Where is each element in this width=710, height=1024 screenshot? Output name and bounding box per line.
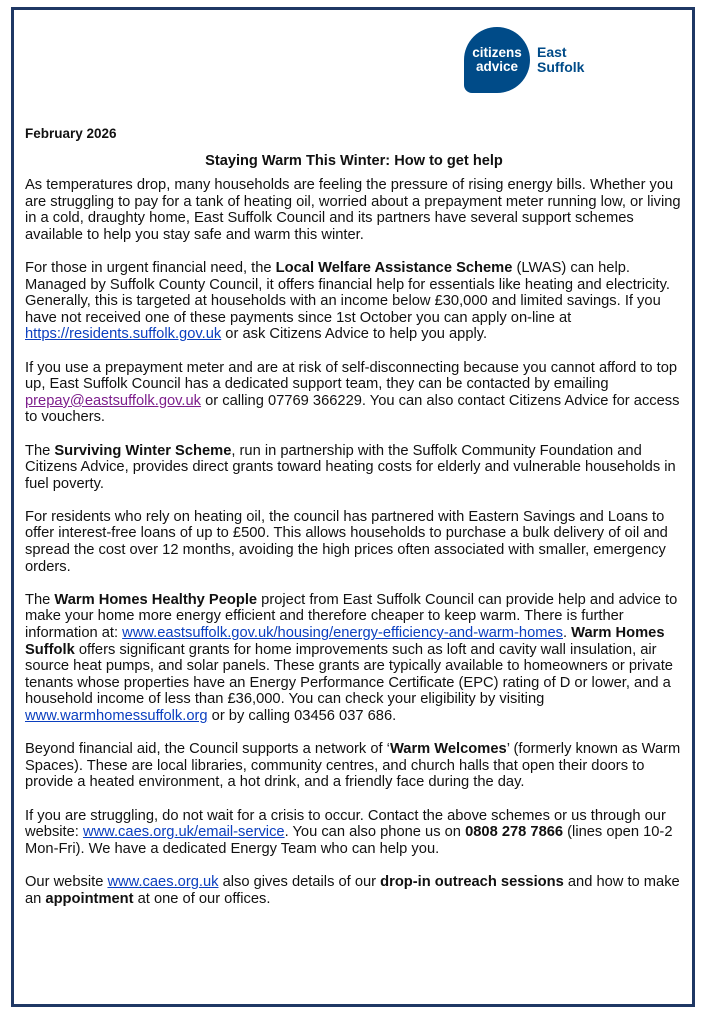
project-name: Warm Homes Healthy People	[54, 591, 258, 608]
text: Our website	[25, 873, 108, 890]
text: (LWAS) can help. Managed by Suffolk County Council, it offers financial help for essentials like heating and electricity. Generally, this is targeted at households with an income below £30,000 and limited savings. If you have not received one of these payments since 1st October you can apply on-line at	[25, 259, 670, 326]
citizens-advice-logo	[464, 27, 584, 93]
paragraph-warm-welcomes	[25, 741, 689, 791]
document-title: Staying Warm This Winter: How to get help	[205, 153, 503, 169]
text: The	[25, 591, 55, 608]
text: or by calling 03456 037 686.	[207, 708, 397, 724]
prepay-email-link[interactable]: prepay@eastsuffolk.gov.uk	[25, 392, 202, 409]
document-body	[25, 177, 689, 924]
text: Beyond financial aid, the Council supports a network of ‘	[25, 741, 390, 758]
text: offers significant grants for home improvements such as loft and cavity wall insulation, air source heat pumps, and solar panels. These grants are typically available to homeowners or private tenants whose properties have an Energy Performance Certificate (EPC) rating of D or lower, and a household income of less than £36,000. You can check your eligibility by visiting	[25, 641, 673, 708]
text: at one of our offices.	[133, 890, 271, 907]
paragraph-intro: As temperatures drop, many households are feeling the pressure of rising energy bills. Whether you are struggling to pay for a tank of heating oil, worried about a prepayment meter running low, or living in a cold, draughty home, East Suffolk Council and its partners have several support schemes available to help you stay safe and warm this winter.	[25, 177, 681, 243]
appointment: appointment	[45, 890, 134, 907]
scheme-name: Surviving Winter Scheme	[54, 442, 232, 459]
eastsuffolk-energy-link[interactable]: www.eastsuffolk.gov.uk/housing/energy-efficiency-and-warm-homes	[122, 625, 563, 642]
text: or calling 07769 366229. You can also contact Citizens Advice for access to vouchers.	[25, 392, 680, 426]
logo-region	[537, 45, 584, 75]
lwas-name: Local Welfare Assistance Scheme	[275, 259, 513, 276]
email-service-link[interactable]: www.caes.org.uk/email-service	[82, 824, 285, 841]
text: and how to make an	[25, 873, 680, 907]
warmhomessuffolk-link[interactable]: www.warmhomessuffolk.org	[25, 708, 208, 724]
text: . You can also phone us on	[284, 824, 466, 841]
warm-homes-suffolk-name: Warm Homes Suffolk	[25, 625, 665, 658]
logo-line-suffolk: Suffolk	[537, 59, 585, 75]
text: ’ (formerly known as Warm Spaces). These are local libraries, community centres, and church halls that open their doors to provide a heated environment, a hot drink, and a friendly face during the day.	[25, 741, 681, 791]
paragraph-contact	[25, 808, 689, 858]
text: or ask Citizens Advice to help you apply.	[221, 326, 488, 343]
paragraph-surviving-winter	[25, 443, 689, 493]
text: .	[563, 625, 572, 642]
warm-welcomes-name: Warm Welcomes	[389, 741, 507, 758]
text: If you are struggling, do not wait for a crisis to occur. Contact the above schemes or us through our website:	[25, 807, 666, 841]
document-date: February 2026	[25, 126, 117, 141]
text: (lines open 10-2 Mon-Fri). We have a dedicated Energy Team who can help you.	[25, 824, 673, 857]
phone-number: 0808 278 7866	[465, 824, 564, 841]
caes-website-link[interactable]: www.caes.org.uk	[107, 873, 219, 890]
paragraph-lwas	[25, 260, 689, 343]
text: project from East Suffolk Council can provide help and advice to make your home more energy efficient and therefore cheaper to keep warm. There is further information at:	[25, 591, 678, 642]
logo-line-citizens: citizens	[472, 45, 522, 60]
logo-line-advice: advice	[475, 59, 519, 74]
paragraph-website	[25, 874, 689, 907]
text: also gives details of our	[218, 873, 381, 890]
text: If you use a prepayment meter and are at risk of self-disconnecting because you cannot afford to top up, East Suffolk Council has a dedicated support team, they can be contacted by emailing	[25, 359, 678, 393]
text: The	[25, 442, 55, 459]
text: , run in partnership with the Suffolk Community Foundation and Citizens Advice, provides direct grants toward heating costs for elderly and vulnerable households in fuel poverty.	[25, 442, 676, 492]
text: For those in urgent financial need, the	[25, 259, 276, 276]
paragraph-prepayment	[25, 360, 689, 426]
logo-line-east: East	[537, 44, 567, 60]
paragraph-heating-oil: For residents who rely on heating oil, the council has partnered with Eastern Savings and Loans to offer interest-free loans of up to £500. This allows households to purchase a bulk delivery of oil and spread the cost over 12 months, avoiding the high prices often associated with smaller, emergency orders.	[25, 508, 668, 575]
paragraph-warm-homes	[25, 592, 689, 725]
logo-speech-bubble	[464, 27, 530, 93]
residents-suffolk-link[interactable]: https://residents.suffolk.gov.uk	[25, 326, 222, 343]
drop-in-sessions: drop-in outreach sessions	[380, 873, 564, 890]
